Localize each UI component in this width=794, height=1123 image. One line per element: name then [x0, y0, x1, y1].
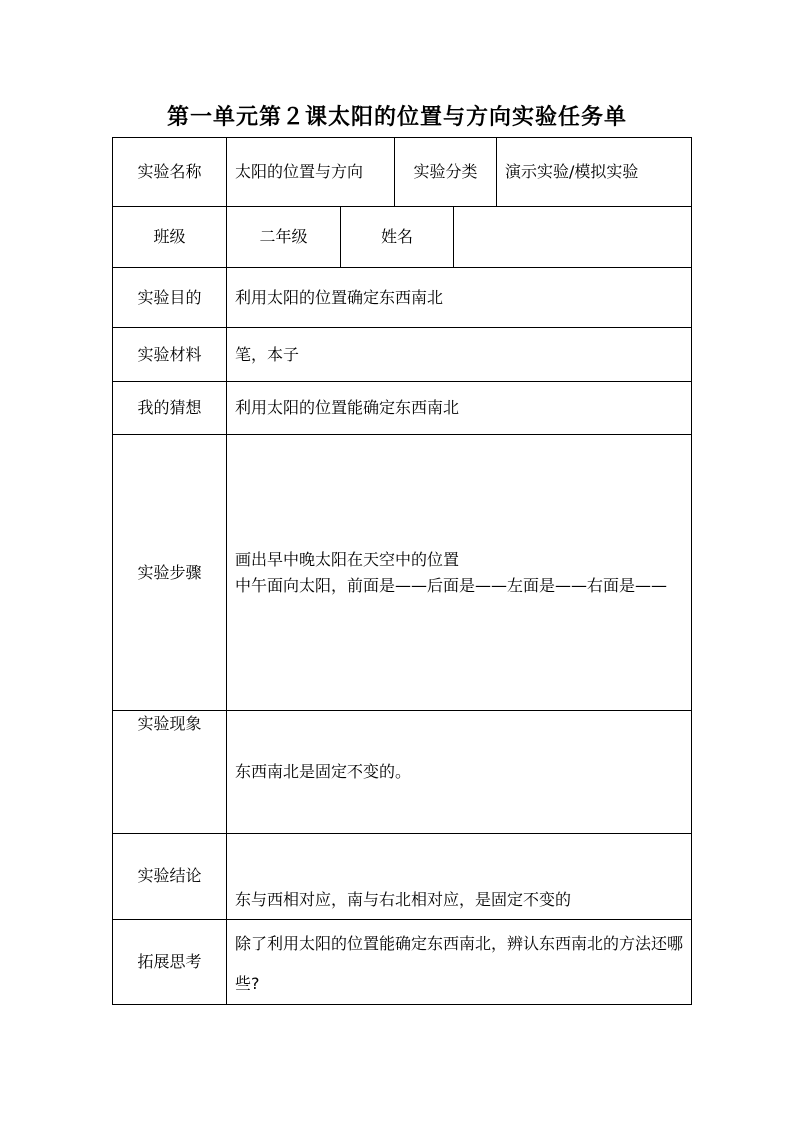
value-experiment-type: 演示实验/模拟实验	[497, 138, 692, 207]
row-experiment-name	[113, 138, 692, 207]
label-guess: 我的猜想	[113, 382, 227, 435]
row-guess	[113, 382, 692, 435]
label-purpose: 实验目的	[113, 268, 227, 328]
value-purpose: 利用太阳的位置确定东西南北	[227, 268, 692, 328]
value-conclusion: 东与西相对应，南与右北相对应，是固定不变的	[227, 834, 692, 920]
value-student-name[interactable]	[454, 207, 692, 268]
label-experiment-type: 实验分类	[395, 138, 497, 207]
label-extension: 拓展思考	[113, 920, 227, 1005]
label-experiment-name: 实验名称	[113, 138, 227, 207]
value-experiment-name: 太阳的位置与方向	[227, 138, 395, 207]
label-phenomenon: 实验现象	[113, 711, 227, 834]
row-materials	[113, 328, 692, 382]
row-class	[113, 207, 692, 268]
value-class: 二年级	[227, 207, 341, 268]
row-phenomenon	[113, 711, 692, 834]
label-materials: 实验材料	[113, 328, 227, 382]
value-materials: 笔，本子	[227, 328, 692, 382]
steps-line-2: 中午面向太阳，前面是——后面是——左面是——右面是——	[235, 575, 668, 595]
value-phenomenon: 东西南北是固定不变的。	[227, 711, 692, 834]
row-conclusion	[113, 834, 692, 920]
value-extension: 除了利用太阳的位置能确定东西南北，辨认东西南北的方法还哪些?	[227, 920, 692, 1005]
label-steps: 实验步骤	[113, 435, 227, 711]
value-guess: 利用太阳的位置能确定东西南北	[227, 382, 692, 435]
row-steps	[113, 435, 692, 711]
label-student-name: 姓名	[341, 207, 454, 268]
page-title: 第一单元第２课太阳的位置与方向实验任务单	[166, 105, 627, 130]
row-extension	[113, 920, 692, 1005]
row-purpose	[113, 268, 692, 328]
value-steps	[227, 435, 692, 711]
label-conclusion: 实验结论	[113, 834, 227, 920]
task-table	[112, 137, 692, 1005]
label-class: 班级	[113, 207, 227, 268]
steps-line-1: 画出早中晚太阳在天空中的位置	[235, 549, 460, 569]
